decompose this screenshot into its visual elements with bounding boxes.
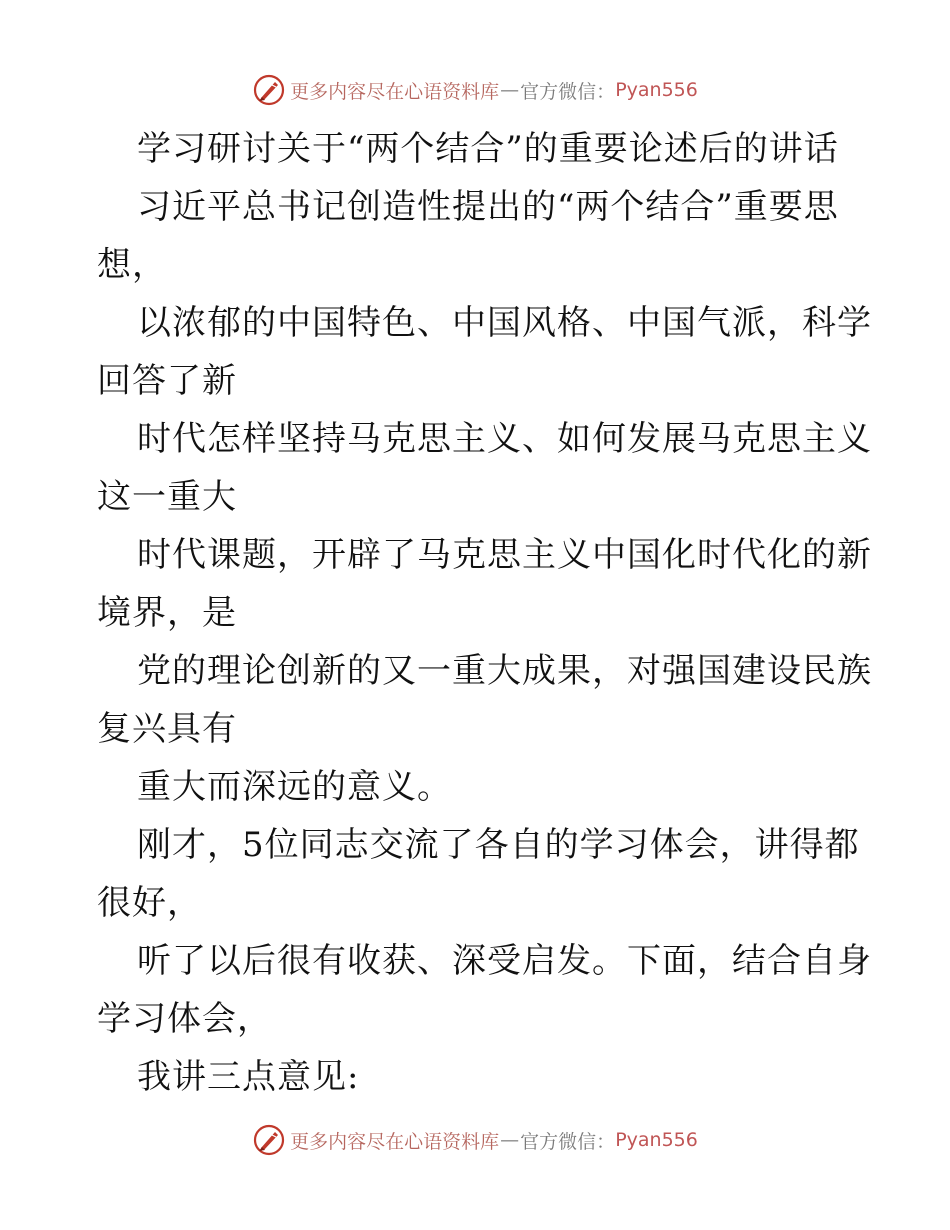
paragraph-line: 时代课题，开辟了马克思主义中国化时代化的新 (137, 535, 872, 575)
document-title: 学习研讨关于“两个结合”的重要论述后的讲话 (137, 129, 839, 169)
paragraph-line: 习近平总书记创造性提出的“两个结合”重要思 (137, 187, 839, 227)
banner-wechat-label: 官方微信： (520, 80, 616, 103)
paragraph-line: 重大而深远的意义。 (137, 767, 452, 807)
paragraph-line: 这一重大 (97, 477, 237, 517)
paragraph-line: 回答了新 (97, 361, 237, 401)
paragraph-line: 很好， (97, 883, 202, 923)
paragraph-line: 时代怎样坚持马克思主义、如何发展马克思主义 (137, 419, 872, 459)
paragraph-line: 复兴具有 (97, 709, 237, 749)
paragraph-line: 党的理论创新的又一重大成果，对强国建设民族 (137, 651, 872, 691)
paragraph-line: 听了以后很有收获、深受启发。下面，结合自身 (137, 941, 872, 981)
paragraph-line: 以浓郁的中国特色、中国风格、中国气派，科学 (137, 303, 872, 343)
banner-separator: — (500, 1129, 520, 1151)
paragraph-line: 我讲三点意见: (137, 1057, 360, 1097)
banner-site-text: 更多内容尽在心语资料库 (290, 80, 500, 103)
quill-pen-logo-icon (252, 1123, 286, 1157)
banner-site-text: 更多内容尽在心语资料库 (290, 1130, 500, 1153)
footer-banner (0, 1120, 950, 1160)
banner-separator: — (500, 79, 520, 101)
header-banner (0, 70, 950, 110)
paragraph-line: 境界，是 (97, 593, 237, 633)
paragraph-line: 刚才，5位同志交流了各自的学习体会，讲得都 (137, 825, 860, 865)
banner-wechat-id: Pyan556 (615, 79, 698, 101)
banner-wechat-id: Pyan556 (615, 1129, 698, 1151)
document-body (97, 120, 872, 1106)
paragraph-line: 学习体会， (97, 999, 272, 1039)
banner-wechat-label: 官方微信： (520, 1130, 616, 1153)
paragraph-line: 想， (97, 245, 167, 285)
quill-pen-logo-icon (252, 73, 286, 107)
